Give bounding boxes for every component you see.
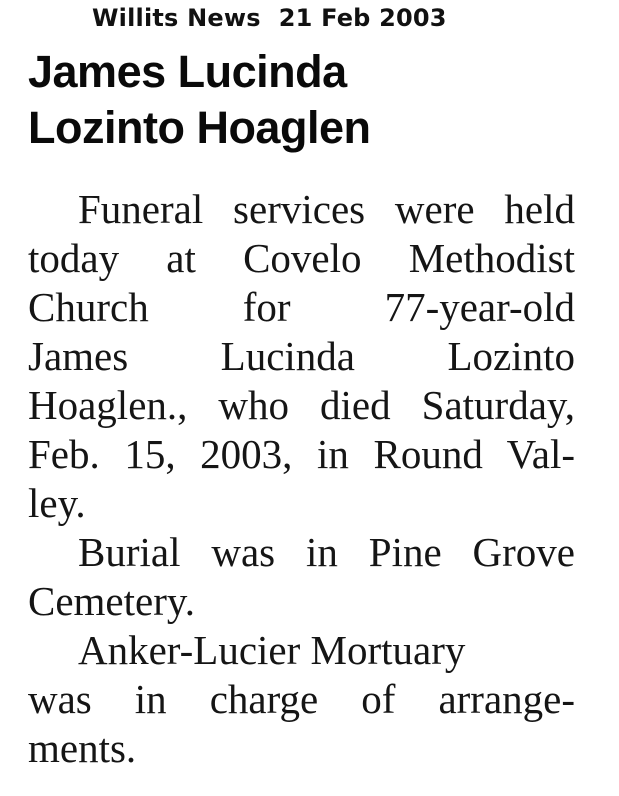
- body-line: ments.: [28, 725, 137, 771]
- body-line: Cemetery.: [28, 578, 195, 624]
- paragraph-mortuary: [28, 626, 575, 773]
- body-line: James Lucinda Lozinto: [28, 333, 575, 379]
- body-line: Church for 77-year-old: [28, 284, 575, 330]
- body-line: Hoaglen., who died Saturday,: [28, 382, 575, 428]
- paragraph-burial: [28, 528, 575, 626]
- publication-date: 21 Feb 2003: [278, 4, 447, 32]
- headline-line-2: Lozinto Hoaglen: [28, 102, 371, 153]
- body-line: Feb. 15, 2003, in Round Val-: [28, 431, 575, 477]
- headline-line-1: James Lucinda: [28, 46, 347, 97]
- publication-name: Willits News: [92, 4, 261, 32]
- body-line: ley.: [28, 480, 86, 526]
- body-line: was in charge of arrange-: [28, 676, 575, 722]
- body-line: Funeral services were held: [78, 186, 575, 232]
- body-line: today at Covelo Methodist: [28, 235, 575, 281]
- obituary-headline: [28, 44, 588, 156]
- body-line: Anker-Lucier Mortuary: [78, 627, 466, 673]
- source-citation: [92, 4, 447, 32]
- obituary-body: [28, 185, 575, 773]
- body-line: Burial was in Pine Grove: [78, 529, 575, 575]
- paragraph-services: [28, 185, 575, 528]
